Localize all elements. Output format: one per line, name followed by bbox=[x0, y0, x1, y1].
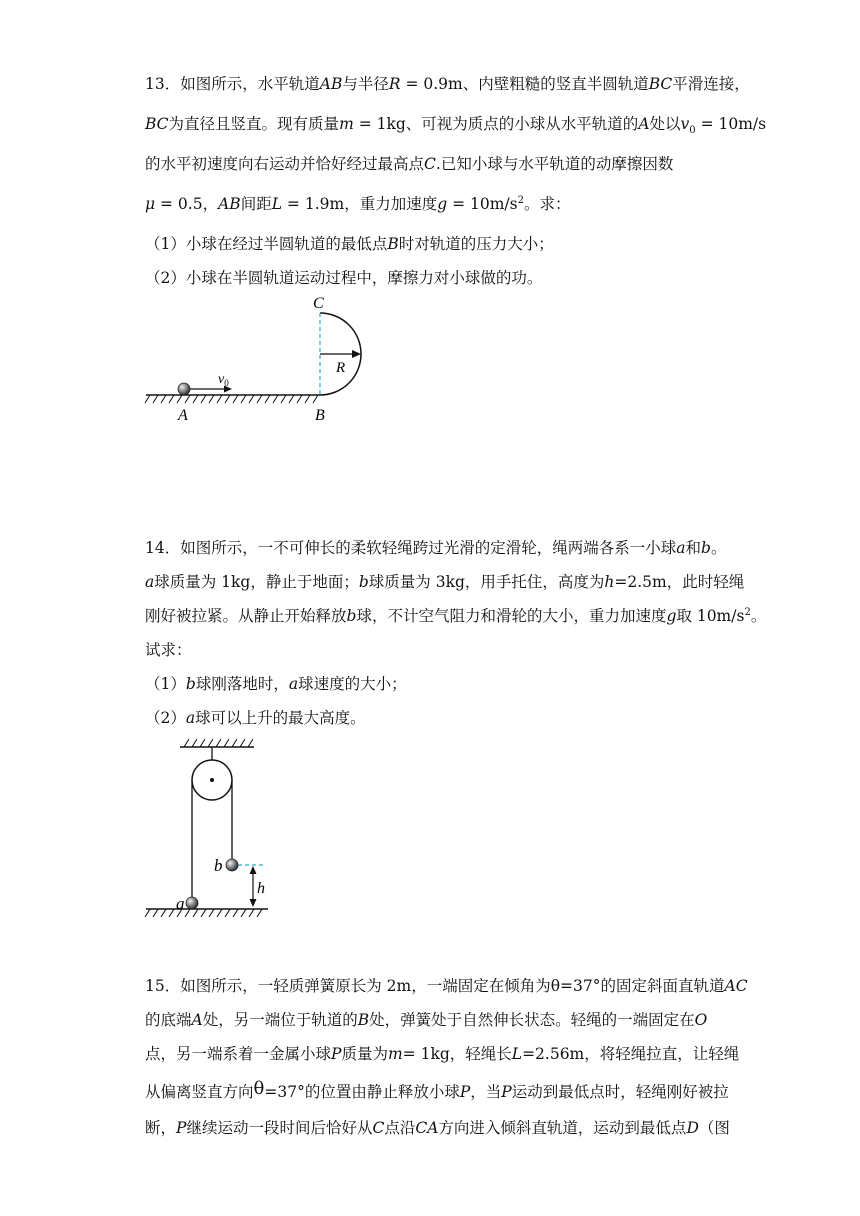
label-v0: $v_0$ bbox=[218, 372, 229, 388]
label-A: A bbox=[178, 407, 188, 424]
ground-hatch-2 bbox=[145, 909, 262, 917]
label-B: B bbox=[315, 407, 325, 424]
q13-sub-2: （2）小球在半圆轨道运动过程中，摩擦力对小球做的功。 bbox=[145, 269, 543, 287]
height-arrowhead-up bbox=[250, 866, 257, 874]
pulley-axle bbox=[210, 778, 214, 782]
label-C: C bbox=[313, 295, 324, 312]
ceiling-hatch bbox=[184, 739, 253, 747]
q13-line-2: BC为直径且竖直。现有质量m = 1kg、可视为质点的小球从水平轨道的A处以$v_0 = 10m/s$ bbox=[145, 115, 767, 137]
ground-hatch bbox=[145, 395, 318, 403]
label-a: a bbox=[176, 894, 185, 913]
q14-sub-2: （2）a球可以上升的最大高度。 bbox=[145, 709, 366, 727]
q15-line-4: 从偏离竖直方向θ=37°的位置由静止释放小球P，当P运动到最低点时，轻绳刚好被拉 bbox=[145, 1078, 729, 1101]
q14-line-3: 刚好被拉紧。从静止开始释放b球，不计空气阻力和滑轮的大小，重力加速度g取 $10m/s^2$。 bbox=[145, 606, 767, 625]
ball-a bbox=[186, 897, 198, 909]
label-b: b bbox=[214, 856, 223, 875]
q15-line-3: 点，另一端系着一金属小球P质量为m= 1kg，轻绳长L=2.56m，将轻绳拉直，让轻绳 bbox=[145, 1045, 740, 1063]
q14-line-4: 试求： bbox=[145, 641, 192, 659]
q13-line-3: 的水平初速度向右运动并恰好经过最高点C.已知小球与水平轨道的动摩擦因数 bbox=[145, 155, 674, 173]
q14-line-1: 14．如图所示，一不可伸长的柔软轻绳跨过光滑的定滑轮，绳两端各系一小球a和b。 bbox=[145, 539, 727, 557]
label-h: h bbox=[257, 880, 265, 897]
q15-line-5: 断，P继续运动一段时间后恰好从C点沿CA方向进入倾斜直轨道，运动到最低点D（图 bbox=[145, 1119, 730, 1137]
q14-figure bbox=[140, 735, 280, 925]
radius-arrowhead bbox=[352, 350, 361, 358]
q14-sub-1: （1）b球刚落地时，a球速度的大小； bbox=[145, 675, 407, 693]
q13-line-1: 13．如图所示，水平轨道AB与半径R = 0.9m、内壁粗糙的竖直半圆轨道BC平滑连接， bbox=[145, 75, 750, 93]
q13-figure bbox=[140, 290, 380, 430]
label-R: R bbox=[336, 360, 346, 376]
height-arrowhead-down bbox=[250, 899, 257, 907]
ball-b bbox=[226, 859, 238, 871]
q15-line-1: 15．如图所示，一轻质弹簧原长为 2m，一端固定在倾角为θ=37°的固定斜面直轨道AC bbox=[145, 977, 748, 995]
q14-line-2: a球质量为 1kg，静止于地面；b球质量为 3kg，用手托住，高度为h=2.5m，此时轻绳 bbox=[145, 573, 745, 591]
q15-line-2: 的底端A处，另一端位于轨道的B处，弹簧处于自然伸长状态。轻绳的一端固定在O bbox=[145, 1011, 708, 1029]
q13-sub-1: （1）小球在经过半圆轨道的最低点B时对轨道的压力大小； bbox=[145, 235, 554, 253]
q13-line-4: μ = 0.5，AB间距L = 1.9m，重力加速度$g = 10m/s^2$。求： bbox=[145, 194, 571, 213]
ball-A bbox=[178, 383, 190, 395]
